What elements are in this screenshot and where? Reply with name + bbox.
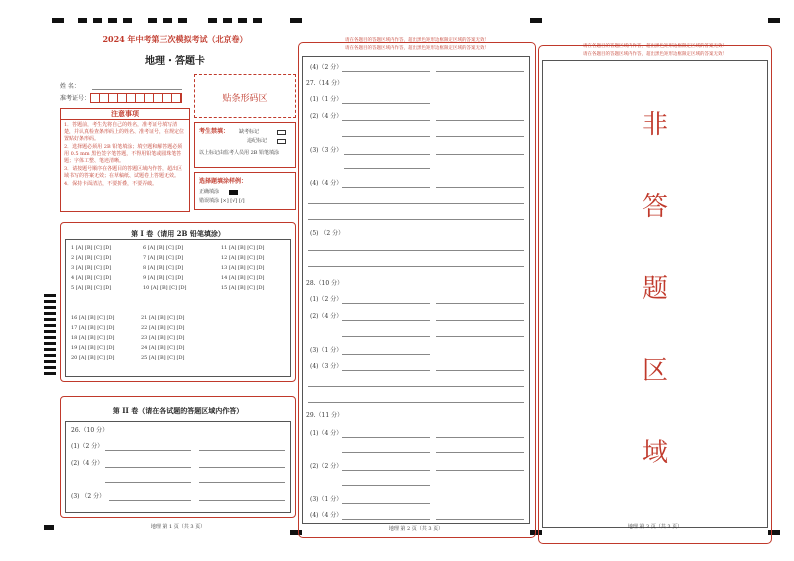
q29-1-label: (1)（4 分）: [310, 430, 343, 437]
page2-footer: 地理 第 2 页（共 3 页）: [388, 526, 444, 532]
q28-4-label: (4)（3 分）: [310, 363, 343, 370]
bubble-group[interactable]: [221, 245, 264, 292]
top-dash: [163, 18, 172, 23]
answer-line[interactable]: [344, 168, 430, 169]
q-top-label: (4)（2 分）: [310, 64, 343, 71]
bubble-row[interactable]: 8 [A] [B] [C] [D]: [143, 265, 184, 271]
answer-line[interactable]: [436, 71, 524, 72]
answer-line[interactable]: [436, 452, 524, 453]
bubble-row[interactable]: 3 [A] [B] [C] [D]: [71, 265, 112, 271]
q29-3-label: (3)（1 分）: [310, 496, 343, 503]
non-answer-char: 答: [641, 192, 668, 222]
top-dash: [78, 18, 87, 23]
bubble-row[interactable]: 4 [A] [B] [C] [D]: [71, 275, 112, 281]
non-answer-char: 题: [641, 274, 668, 304]
id-label: 准考证号：: [60, 95, 91, 102]
notice-item: 4．保持卡面清洁，不要折叠，不要弄破。: [64, 181, 158, 187]
answer-line[interactable]: [308, 402, 524, 403]
timing-ticks: [44, 294, 56, 378]
answer-line[interactable]: [436, 437, 524, 438]
bubble-row[interactable]: 9 [A] [B] [C] [D]: [143, 275, 184, 281]
part1-box: [60, 222, 296, 382]
name-label: 姓 名：: [60, 83, 80, 90]
answer-line[interactable]: [105, 450, 191, 451]
exam-status-box: [194, 122, 296, 168]
q26-3-label: (3) （2 分）: [71, 493, 106, 500]
bubble-row[interactable]: 25 [A] [B] [C] [D]: [141, 355, 185, 361]
q29-label: 29.（11 分）: [306, 412, 344, 419]
bubble-row[interactable]: 23 [A] [B] [C] [D]: [141, 335, 185, 341]
answer-line[interactable]: [342, 503, 430, 504]
q27-1-label: (1)（1 分）: [310, 96, 343, 103]
answer-line[interactable]: [436, 336, 524, 337]
q27-3-label: (3)（3 分）: [310, 147, 343, 154]
registration-mark-top-left: [52, 18, 64, 23]
answer-line[interactable]: [436, 370, 524, 371]
bubble-group[interactable]: [141, 315, 184, 362]
page3-warning-top-2: 请在各题目的答题区域内作答，超出黑色矩形边框限定区域的答案无效！: [583, 52, 727, 57]
exam-status-note: 以上标记由监考人员用 2B 铅笔填涂: [199, 150, 280, 156]
page2-answer-area: [302, 56, 530, 524]
registration-mark-bottom-left: [44, 525, 54, 530]
q28-3-label: (3)（1 分）: [310, 347, 343, 354]
top-dash: [148, 18, 157, 23]
non-answer-char: 域: [641, 438, 668, 468]
top-dash: [93, 18, 102, 23]
answer-line[interactable]: [436, 187, 524, 188]
answer-line[interactable]: [308, 219, 524, 220]
bubble-row[interactable]: 7 [A] [B] [C] [D]: [143, 255, 184, 261]
notice-item: 2．选择题必须用 2B 铅笔填涂；填空题和解答题必须用 0.5 mm 黑色签字笔答题，不得用铅笔或圆珠笔答题；字体工整、笔迹清晰。: [64, 144, 183, 164]
non-answer-char: 非: [641, 110, 668, 140]
answer-line[interactable]: [342, 485, 430, 486]
answer-line[interactable]: [342, 71, 430, 72]
bubble-row[interactable]: 5 [A] [B] [C] [D]: [71, 285, 112, 291]
bubble-row[interactable]: 1 [A] [B] [C] [D]: [71, 245, 112, 251]
wrong-fill-label: 错误填涂 [×] [√] [/]: [199, 198, 245, 204]
q26-1-label: (1)（2 分）: [71, 443, 104, 450]
answer-line[interactable]: [199, 467, 285, 468]
q28-label: 28.（10 分）: [306, 280, 344, 287]
notice-title: 注意事项: [61, 109, 189, 120]
barcode-area: [194, 74, 296, 118]
top-dash: [208, 18, 217, 23]
exam-status-label: 考生禁填：: [199, 128, 230, 135]
answer-line[interactable]: [342, 336, 430, 337]
notice-item: 3．请按题号顺序在各题目的答题区域内作答，超出区域书写的答案无效；在草稿纸、试题卷上答题无效。: [64, 166, 183, 179]
answer-line[interactable]: [342, 519, 430, 520]
answer-line[interactable]: [342, 320, 430, 321]
bubble-group[interactable]: [71, 315, 114, 362]
bubble-row[interactable]: 16 [A] [B] [C] [D]: [71, 315, 115, 321]
bubble-row[interactable]: 13 [A] [B] [C] [D]: [221, 265, 265, 271]
cheating-mark-label: 违纪标记: [247, 138, 268, 144]
answer-line[interactable]: [342, 120, 430, 121]
part1-title: 第 I 卷（请用 2B 铅笔填涂）: [131, 229, 225, 238]
answer-line[interactable]: [342, 354, 430, 355]
missing-mark-box[interactable]: [277, 130, 286, 135]
page1-footer: 地理 第 1 页（共 3 页）: [150, 524, 206, 530]
bubble-row[interactable]: 15 [A] [B] [C] [D]: [221, 285, 265, 291]
bubble-row[interactable]: 24 [A] [B] [C] [D]: [141, 345, 185, 351]
answer-line[interactable]: [436, 120, 524, 121]
answer-line[interactable]: [342, 103, 430, 104]
q27-2-label: (2)（4 分）: [310, 113, 343, 120]
bubble-row[interactable]: 14 [A] [B] [C] [D]: [221, 275, 265, 281]
top-dash: [123, 18, 132, 23]
answer-line[interactable]: [342, 470, 430, 471]
answer-line[interactable]: [436, 320, 524, 321]
bubble-row[interactable]: 2 [A] [B] [C] [D]: [71, 255, 112, 261]
bubble-row[interactable]: 12 [A] [B] [C] [D]: [221, 255, 265, 261]
correct-fill-label: 正确填涂: [199, 189, 220, 195]
q28-2-label: (2)（4 分）: [310, 313, 343, 320]
answer-line[interactable]: [308, 266, 524, 267]
answer-line[interactable]: [105, 482, 191, 483]
answer-line[interactable]: [436, 470, 524, 471]
answer-line[interactable]: [342, 370, 430, 371]
page3-footer: 地理 第 3 页（共 3 页）: [627, 524, 683, 530]
bubble-row[interactable]: 20 [A] [B] [C] [D]: [71, 355, 115, 361]
q29-4-label: (4)（4 分）: [310, 512, 343, 519]
answer-line[interactable]: [342, 136, 430, 137]
answer-line[interactable]: [342, 452, 430, 453]
answer-line[interactable]: [199, 482, 285, 483]
registration-mark-top-mid: [530, 18, 542, 23]
registration-mark-top-center: [290, 18, 302, 23]
missing-mark-label: 缺考标记: [239, 129, 260, 135]
q26-2-label: (2)（4 分）: [71, 460, 104, 467]
page2-warning-top: 请在各题目的答题区域内作答，超出黑色矩形边框限定区域的答案无效！: [345, 38, 489, 43]
non-answer-char: 区: [641, 356, 668, 386]
barcode-label: 贴条形码区: [222, 94, 268, 104]
q27-4-label: (4)（4 分）: [310, 180, 343, 187]
bubble-row[interactable]: 22 [A] [B] [C] [D]: [141, 325, 185, 331]
fill-example-title: 选择题填涂样例：: [199, 178, 248, 185]
top-dash: [223, 18, 232, 23]
card-subtitle: 地理・答题卡: [145, 56, 205, 67]
id-boxes[interactable]: [90, 93, 182, 103]
bubble-group[interactable]: [143, 245, 186, 292]
top-dash: [238, 18, 247, 23]
answer-line[interactable]: [342, 187, 430, 188]
part2-title: 第 II 卷（请在各试题的答题区域内作答）: [112, 406, 244, 415]
bubble-row[interactable]: 6 [A] [B] [C] [D]: [143, 245, 184, 251]
notice-item: 1．答题前，考生先将自己的姓名，准考证号填写清楚，并认真检查条形码上的姓名、准考证号，在规定位置贴好条形码。: [64, 122, 185, 142]
answer-line[interactable]: [308, 250, 524, 251]
bubble-row[interactable]: 10 [A] [B] [C] [D]: [143, 285, 187, 291]
q29-2-label: (2)（2 分）: [310, 463, 343, 470]
page3-warning-top: 请在各题目的答题区域内作答，超出黑色矩形边框限定区域的答案无效！: [583, 44, 727, 49]
q28-1-label: (1)（2 分）: [310, 296, 343, 303]
q26-label: 26.（10 分）: [71, 427, 109, 434]
answer-line[interactable]: [199, 500, 285, 501]
top-dash: [253, 18, 262, 23]
page2-warning-top-2: 请在各题目的答题区域内作答，超出黑色矩形边框限定区域的答案无效！: [345, 46, 489, 51]
answer-line[interactable]: [342, 303, 430, 304]
answer-line[interactable]: [308, 386, 524, 387]
answer-line[interactable]: [436, 136, 524, 137]
exam-title: 2024 年中考第三次模拟考试（北京卷）: [102, 34, 248, 44]
answer-line[interactable]: [308, 203, 524, 204]
answer-line[interactable]: [436, 154, 524, 155]
answer-line[interactable]: [105, 467, 191, 468]
answer-line[interactable]: [344, 154, 430, 155]
answer-line[interactable]: [109, 500, 191, 501]
answer-line[interactable]: [436, 519, 524, 520]
bubble-row[interactable]: 19 [A] [B] [C] [D]: [71, 345, 115, 351]
answer-line[interactable]: [436, 303, 524, 304]
bubble-row[interactable]: 17 [A] [B] [C] [D]: [71, 325, 115, 331]
q27-5-label: (5) （2 分）: [310, 230, 345, 237]
notice-box: [60, 108, 190, 212]
cheating-mark-box[interactable]: [277, 139, 286, 144]
name-field[interactable]: [92, 89, 182, 90]
bubble-row[interactable]: 21 [A] [B] [C] [D]: [141, 315, 185, 321]
registration-mark-top-right: [768, 18, 780, 23]
bubble-group[interactable]: [71, 245, 111, 292]
answer-line[interactable]: [342, 437, 430, 438]
bubble-row[interactable]: 18 [A] [B] [C] [D]: [71, 335, 115, 341]
q27-label: 27.（14 分）: [306, 80, 344, 87]
part2-box: [60, 396, 296, 518]
fill-example-box: [194, 172, 296, 210]
correct-fill-sample: [229, 190, 238, 195]
bubble-row[interactable]: 11 [A] [B] [C] [D]: [221, 245, 265, 251]
answer-line[interactable]: [199, 450, 285, 451]
top-dash: [178, 18, 187, 23]
top-dash: [108, 18, 117, 23]
